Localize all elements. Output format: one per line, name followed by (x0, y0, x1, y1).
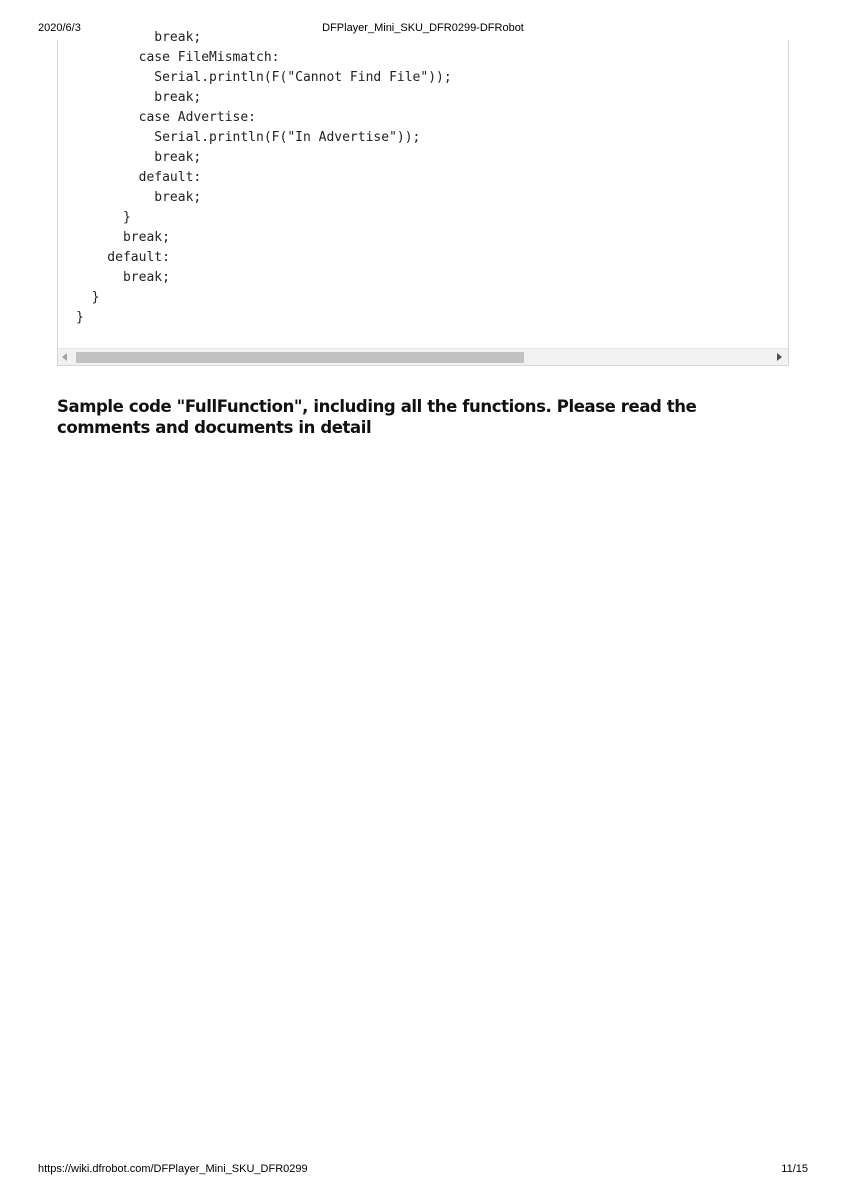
code-line: break; (76, 230, 170, 245)
sample-code-description: Sample code "FullFunction", including all the functions. Please read the comments and documents in detail (57, 397, 697, 437)
code-line: break; (76, 30, 202, 45)
code-line: Serial.println(F("Cannot Find File")); (76, 70, 452, 85)
code-line: break; (76, 150, 202, 165)
print-page-title: DFPlayer_Mini_SKU_DFR0299-DFRobot (322, 22, 524, 34)
scroll-left-arrow-icon[interactable] (62, 353, 67, 361)
scrollbar-thumb[interactable] (76, 352, 524, 363)
page-number: 11/15 (781, 1163, 808, 1175)
horizontal-scrollbar[interactable] (58, 348, 788, 365)
code-line: default: (76, 170, 202, 185)
print-date: 2020/6/3 (38, 22, 81, 34)
code-line: default: (76, 250, 170, 265)
code-line: Serial.println(F("In Advertise")); (76, 130, 421, 145)
code-line: case Advertise: (76, 110, 257, 125)
code-line: break; (76, 270, 170, 285)
code-line: } (76, 210, 131, 225)
code-line: case FileMismatch: (76, 50, 280, 65)
code-line: } (76, 310, 84, 325)
code-line: break; (76, 90, 202, 105)
scroll-right-arrow-icon[interactable] (777, 353, 782, 361)
code-body (58, 28, 788, 350)
print-url: https://wiki.dfrobot.com/DFPlayer_Mini_SKU_DFR0299 (38, 1163, 308, 1175)
code-line: } (76, 290, 100, 305)
code-block (57, 30, 789, 366)
code-line: break; (76, 190, 202, 205)
